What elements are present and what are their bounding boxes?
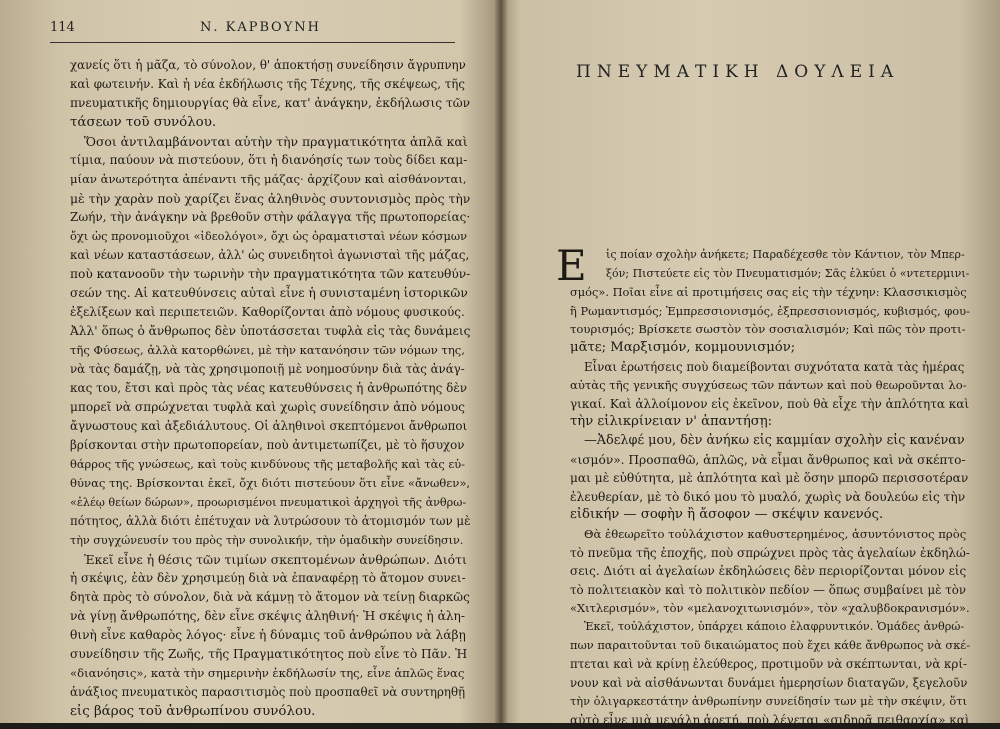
text-line: Ἀλλ' ὅπως ὁ ἄνθρωπος δὲν ὑποτάσσεται τυφλὰ εἰς τὰς δυνάμεις xyxy=(70,324,471,338)
text-line: Ἐκεῖ εἶνε ἡ θέσις τῶν τιμίων σκεπτομένων ἀνθρώπων. Διότι xyxy=(84,552,467,567)
page-number: 114 xyxy=(50,20,75,35)
text-line: εἰς βάρος τοῦ ἀνθρωπίνου συνόλου. xyxy=(70,704,316,719)
text-line: σεών της. Αἱ κατευθύνσεις αὐταὶ εἶνε ἡ συνισταμένη ἱστορικῶν xyxy=(70,286,468,300)
text-line: βρίσκονται στὴν πρωτοπορείαν, ποὺ ἀντιμετωπίζει, μὲ τὸ ἥσυχον xyxy=(70,438,465,452)
text-line: τάσεων τοῦ συνόλου. xyxy=(70,115,217,130)
text-line: ἢ Ρωμαντισμός; Ἐμπρεσσιονισμός, ἐξπρεσσιονισμός, κυβισμός, φου- xyxy=(570,303,970,318)
first-paragraph-lines xyxy=(570,246,970,283)
text-line: θύνας της. Βρίσκονται ἐκεῖ, ὄχι διότι πιστεύουν ὅτι εἶνε «ἄνωθεν», xyxy=(70,476,471,490)
text-line: καὶ νέων καταστάσεων, ἀλλ' ὡς συνειδητοὶ ἀγωνισταὶ τῆς μάζας, xyxy=(70,248,470,262)
left-page-text xyxy=(70,56,470,721)
text-line: τὴν ὀλιγαρκεστάτην ἀνθρωπίνην συνείδησίν των μὲ τὴν σκέψιν, ὅτι xyxy=(570,694,967,709)
text-line: δητὰ πρὸς τὸ σύνολον, διὰ νὰ κάμνῃ τὸ ἄτομον νὰ τείνῃ διαρκῶς xyxy=(70,590,470,604)
text-line: τὸ πνεῦμα τῆς ἐποχῆς, ποὺ σπρώχνει πρὸς τὰς ἀγελαίων ἐκδηλώ- xyxy=(570,545,970,560)
text-line: σεις. Διότι αἱ ἀγελαίων ἐκδηλώσεις δὲν περιορίζονται μόνον εἰς xyxy=(570,564,967,579)
right-page-lines xyxy=(570,283,970,729)
text-line: ἀνάξιος πνευματικὸς παρασιτισμὸς ποὺ προσπαθεῖ νὰ συντηρηθῇ xyxy=(70,685,466,699)
text-line: «ἐλέῳ θείων δώρων», προωρισμένοι πνευματικοὶ ἀρχηγοὶ τῆς ἀνθρω- xyxy=(70,496,467,509)
text-line: τὸ πολιτειακὸν καὶ τὸ πολιτικὸν πεδίον — ὅπως συμβαίνει μὲ τὸν xyxy=(570,582,967,597)
text-line: Εἶναι ἐρωτήσεις ποὺ διαμείβονται συχνότατα κατὰ τὰς ἡμέρας xyxy=(584,359,965,374)
text-line: —Ἀδελφέ μου, δὲν ἀνήκω εἰς καμμίαν σχολὴν εἰς κανέναν xyxy=(584,432,965,448)
text-line: Ζωήν, τὴν ἀνάγκην νὰ βρεθοῦν στὴν φάλαγγα τῆς πρωτοπορείας· xyxy=(70,210,471,224)
text-line: αὐτὰς τῆς γενικῆς συγχύσεως τῶν πάντων καὶ ποὺ θεωροῦνται λο- xyxy=(570,378,967,393)
text-line: πων παραιτοῦνται τοῦ δικαιώματος ποὺ ἔχει κάθε ἄνθρωπος νὰ σκέ- xyxy=(570,638,971,653)
text-line: νουν καὶ νὰ αἰσθάνωνται δυνάμει ἡμερησίων διαταγῶν, ξεγελοῦν xyxy=(570,675,968,690)
text-line: πτεται καὶ νὰ κρίνῃ ἐλεύθερος, προτιμοῦν νὰ σκέπτωνται, νὰ κρί- xyxy=(570,657,967,672)
text-line: ἐλευθερίαν, μὲ τὸ δικό μου τὸ μυαλό, χωρὶς νὰ δουλεύω εἰς τὴν xyxy=(570,489,966,504)
text-line: ξόν; Πιστεύετε εἰς τὸν Πνευματισμόν; Σᾶς ἑλκύει ὁ «ντετερμινι- xyxy=(606,266,970,280)
text-line: τῆς Φύσεως, ἀλλὰ κατορθώνει, μὲ τὴν κατανόησιν τῶν νόμων της, xyxy=(70,343,465,357)
text-line: καὶ φωτεινήν. Καὶ ἡ νέα ἐκδήλωσις τῆς Τέχνης, τῆς σκέψεως, τῆς xyxy=(70,77,465,91)
text-line: μαι μὲ εὐθύτητα, μὲ ἁπλότητα καὶ μὲ ὅσην μπορῶ περισσοτέραν xyxy=(570,471,969,486)
text-line: τουρισμός; Βρίσκετε σωστὸν τὸν σοσιαλισμόν; Καὶ πῶς τὸν προτι- xyxy=(570,322,966,337)
chapter-title: ΠΝΕΥΜΑΤΙΚΗ ΔΟΥΛΕΙΑ xyxy=(576,62,900,82)
text-line: «Χιτλερισμόν», τὸν «μελανοχιτωνισμόν», τὸν «χαλυβδοκρανισμόν». xyxy=(570,601,970,616)
text-line: μπορεῖ νὰ σπρώχνεται τυφλὰ καὶ χωρὶς συνείδησιν ἀπὸ νόμους xyxy=(70,400,465,414)
text-line: τίμια, παύουν νὰ πιστεύουν, ὅτι ἡ διανόησίς των τοὺς δίδει καμ- xyxy=(70,153,468,167)
text-line: «διανόησις», κατὰ τὴν σημερινὴν ἐκδήλωσίν της, εἶνε ἁπλῶς ἕνας xyxy=(70,666,465,680)
text-line: γικαί. Καὶ ἀλλοίμονον εἰς ἐκεῖνον, ποὺ θὰ εἶχε τὴν ἁπλότητα καὶ xyxy=(570,396,970,411)
text-line: αὐτὸ εἶνε μιὰ μεγάλη ἀρετή, ποὺ λέγεται «σιδηρᾶ πειθαρχία» καὶ xyxy=(570,712,970,727)
text-line: ἡ σκέψις, ἐὰν δὲν χρησιμεύῃ διὰ νὰ ἐπαναφέρῃ τὸ ἄτομον συνει- xyxy=(70,571,466,585)
text-line: χανείς ὅτι ἡ μᾶζα, τὸ σύνολον, θ' ἀποκτήσῃ συνείδησιν ἄγρυπνην xyxy=(70,58,466,72)
text-line: ἐξελίξεων καὶ περιπετειῶν. Καθορίζονται ἀπὸ νόμους φυσικούς. xyxy=(70,305,465,319)
text-line: σμός». Ποῖαι εἶνε αἱ προτιμήσεις σας εἰς τὴν τέχνην: Κλασσικισμὸς xyxy=(570,285,967,300)
text-line: μίαν ἀνωτερότητα ἀπέναντι τῆς μάζας· ἀρχίζουν καὶ αἰσθάνονται, xyxy=(70,172,467,186)
text-line: ἰς ποίαν σχολὴν ἀνήκετε; Παραδέχεσθε τὸν Κάντιον, τὸν Μπερ- xyxy=(606,248,965,261)
running-head xyxy=(50,20,465,40)
text-line: εἰδικήν — σοφὴν ἢ ἄσοφον — σκέψιν κανενός. xyxy=(570,507,884,523)
drop-cap: Ε xyxy=(556,241,587,290)
text-line: πότητος, ἀλλὰ διότι ἐπέτυχαν νὰ λυτρώσουν τὸ ἀτομισμόν των μὲ xyxy=(70,514,471,528)
text-line: μᾶτε; Μαρξισμόν, κομμουνισμόν; xyxy=(570,339,796,355)
text-line: ὄχι ὡς προνομιοῦχοι «ἰδεολόγοι», ὄχι ὡς ὁραματισταὶ νέων κόσμων xyxy=(70,229,468,243)
text-line: θινὴ εἶνε καθαρὸς λόγος· εἶνε ἡ δύναμις τοῦ ἀνθρώπου νὰ λάβῃ xyxy=(70,628,466,642)
text-line: «ισμόν». Προσπαθῶ, ἁπλῶς, νὰ εἶμαι ἄνθρωπος καὶ νὰ σκέπτο- xyxy=(570,452,966,467)
text-line: μὲ τὴν χαρὰν ποὺ χαρίζει ἕνας ἀληθινὸς συντονισμὸς πρὸς τὴν xyxy=(70,191,471,206)
text-line: τὴν συγχώνευσίν του πρὸς τὴν συνολικήν, τὴν ὁμαδικὴν συνείδησιν. xyxy=(70,534,464,547)
text-line: θάρρος τῆς γνώσεως, καὶ τοὺς κινδύνους τῆς μεταβολῆς καὶ τὰς εὐ- xyxy=(70,457,465,471)
text-line: Ὅσοι ἀντιλαμβάνονται αὐτὴν τὴν πραγματικότητα ἁπλᾶ καὶ xyxy=(84,134,468,149)
text-line: πνευματικῆς δημιουργίας θὰ εἶνε, κατ' ἀνάγκην, ἐκδήλωσις τῶν xyxy=(70,96,471,110)
text-line: νὰ τὰς δαμάζῃ, νὰ τὰς χρησιμοποιῇ μὲ νοημοσύνην διὰ τὰς ἀνάγ- xyxy=(70,362,465,376)
running-head-author: Ν. ΚΑΡΒΟΥΝΗ xyxy=(200,20,321,35)
text-line: τὴν εἰλικρίνειαν ν' ἀπαντήσῃ: xyxy=(570,414,773,430)
text-line: νὰ γίνῃ ἄνθρωπότης, δὲν εἶνε σκέψις ἀληθινή· Ἡ σκέψις ἡ ἀλη- xyxy=(70,609,465,623)
text-line: Ἐκεῖ, τοὐλάχιστον, ὑπάρχει κάποιο ἐλαφρυντικόν. Ὁμάδες ἀνθρώ- xyxy=(584,619,965,633)
text-line: συνείδησιν τῆς Ζωῆς, τῆς Πραγματικότητος ποὺ εἶνε τὸ Πᾶν. Ἡ xyxy=(70,647,468,661)
text-line: ἄγνωστους καὶ ἀξεδιάλυτους. Οἱ ἀληθινοὶ σκεπτόμενοι ἄνθρωποι xyxy=(70,419,468,433)
text-line: Θὰ ἐθεωρεῖτο τοὐλάχιστον καθυστερημένος, ἀσυντόνιστος πρὸς xyxy=(584,526,967,541)
header-rule xyxy=(50,42,455,43)
text-line: ποὺ κατανοοῦν τὴν τωρινὴν τὴν πραγματικότητα τῶν κατευθύν- xyxy=(70,267,471,281)
text-line: κας του, ἔτσι καὶ πρὸς τὰς νέας κατευθύνσεις ἡ ἀνθρωπότης δὲν xyxy=(70,381,468,395)
left-page xyxy=(0,0,498,723)
right-page-text xyxy=(570,246,970,729)
